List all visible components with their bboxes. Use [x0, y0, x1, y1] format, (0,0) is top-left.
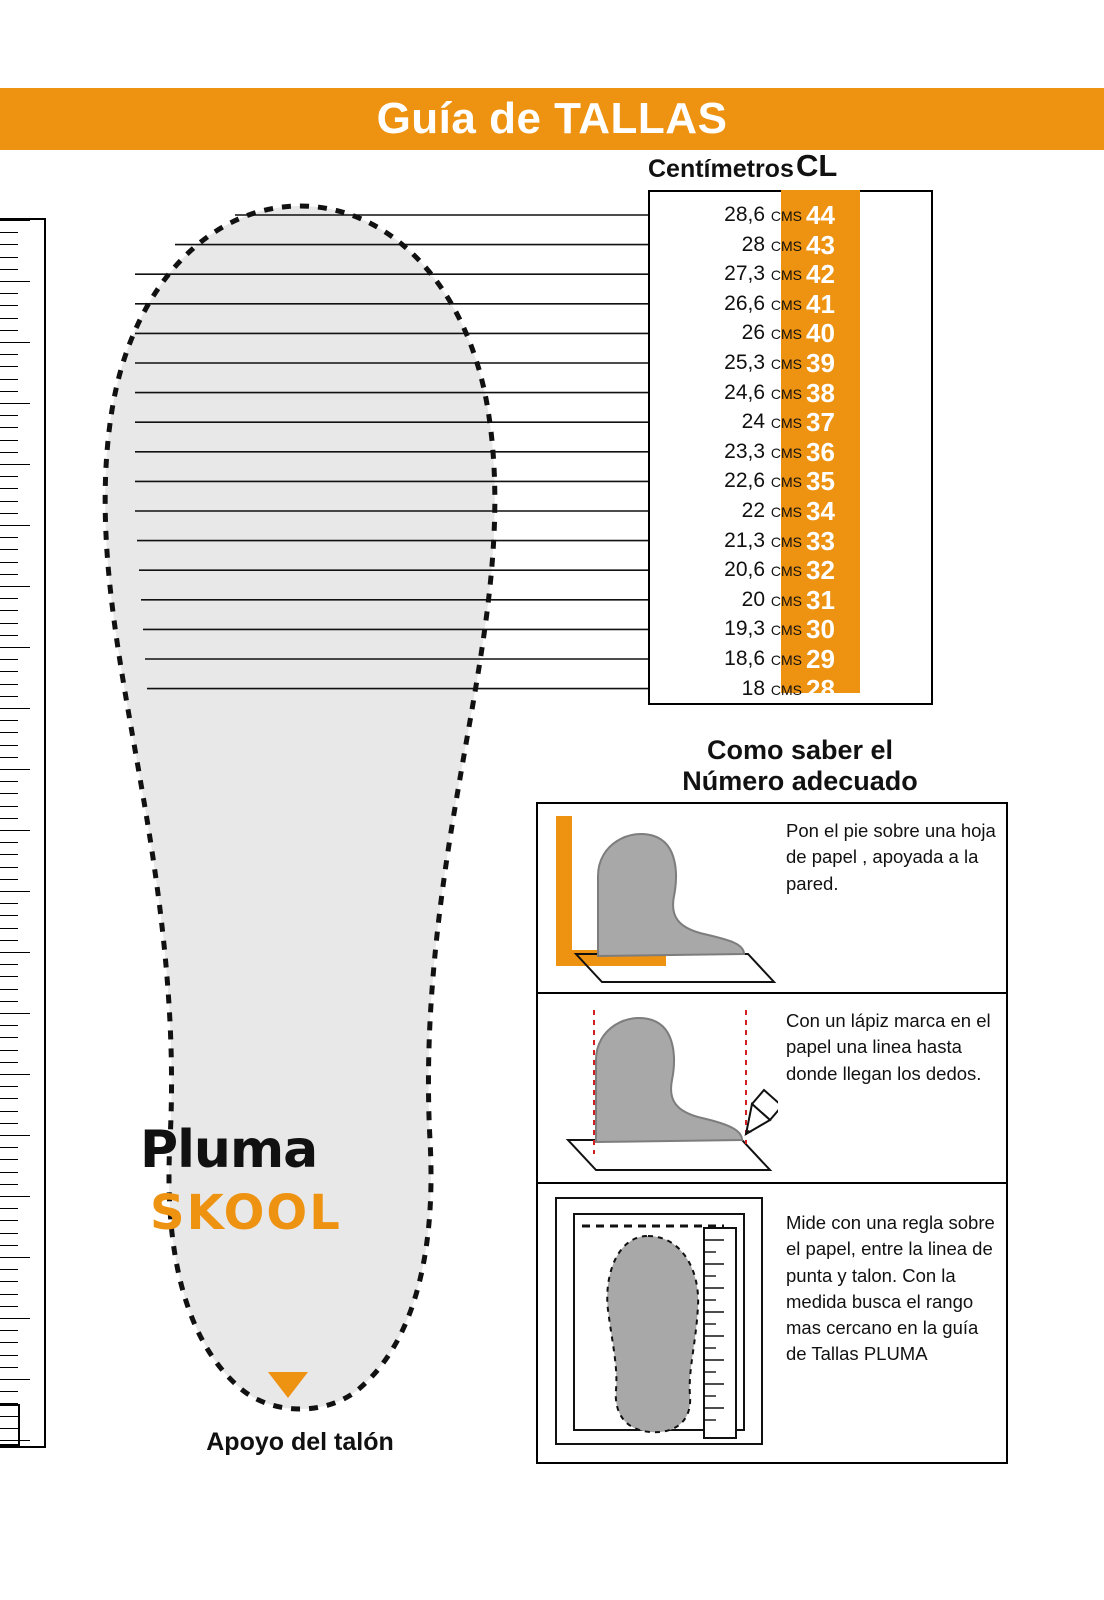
size-cm-value: 24,6 CMS	[724, 380, 802, 404]
howto-title-line2: Número adecuado	[682, 766, 918, 797]
size-cm-value: 19,3 CMS	[724, 617, 802, 641]
size-cl-value: 44	[806, 200, 835, 230]
size-cl-value: 41	[806, 288, 835, 319]
size-cm-value: 28 CMS	[741, 232, 802, 256]
size-table-row	[648, 200, 933, 230]
insole-illustration	[60, 190, 540, 1450]
size-cl-value: 39	[806, 348, 835, 378]
size-table-row	[648, 378, 933, 408]
size-cm-value: 26 CMS	[741, 321, 802, 345]
howto-step-3	[538, 1184, 1006, 1462]
howto-title-line1: Como saber el	[706, 735, 894, 765]
size-cm-value: 27,3 CMS	[724, 262, 802, 286]
size-table-row	[648, 644, 933, 674]
size-table-row	[648, 674, 933, 704]
table-header-centimetros: Centímetros	[648, 155, 794, 183]
size-table-rows	[648, 190, 933, 705]
size-cl-value: 33	[806, 525, 835, 556]
table-header-cl: CL	[796, 148, 838, 183]
howto-steps	[536, 802, 1008, 1464]
size-cl-value: 37	[806, 407, 835, 438]
ruler-end-cap	[0, 1404, 20, 1446]
size-cl-value: 36	[806, 436, 835, 467]
size-cm-value: 20,6 CMS	[724, 558, 802, 582]
size-table-row	[648, 318, 933, 348]
size-cm-value: 22,6 CMS	[724, 469, 802, 493]
pencil-mark-icon	[538, 994, 778, 1182]
size-cl-value: 38	[806, 377, 835, 408]
howto-step-1	[538, 804, 1006, 994]
size-cm-value: 18 CMS	[741, 676, 802, 700]
size-table-row	[648, 437, 933, 467]
size-cl-value: 32	[806, 555, 835, 586]
size-table-row	[648, 614, 933, 644]
size-cm-value: 26,6 CMS	[724, 291, 802, 315]
size-cl-value: 43	[806, 229, 835, 260]
size-cl-value: 28	[806, 673, 835, 704]
measuring-ruler	[0, 218, 46, 1448]
size-cl-value: 42	[806, 259, 835, 290]
size-cl-value: 40	[806, 318, 835, 349]
heel-support-label: Apoyo del talón	[206, 1428, 394, 1456]
size-cm-value: 20 CMS	[741, 587, 802, 611]
size-cm-value: 23,3 CMS	[724, 439, 802, 463]
size-cl-value: 31	[806, 584, 835, 615]
size-cl-value: 35	[806, 466, 835, 497]
heel-marker-icon	[268, 1372, 308, 1398]
howto-title	[540, 735, 1060, 797]
page-title: Guía de TALLAS	[376, 94, 728, 143]
brand-logo-skool: SKOOL	[150, 1185, 342, 1241]
size-table-row	[648, 585, 933, 615]
size-cm-value: 18,6 CMS	[724, 647, 802, 670]
size-table-row	[648, 348, 933, 378]
howto-step-3-text: Mide con una regla sobre el papel, entre la linea de punta y talon. Con la medida busca el rango mas cercano en la guía de Tallas PLUMA	[786, 1212, 995, 1365]
brand-logo-pluma: Pluma	[140, 1120, 318, 1180]
size-cl-value: 30	[806, 614, 835, 645]
size-table-row	[648, 555, 933, 585]
size-cl-value: 34	[806, 496, 835, 526]
ruler-measure-icon	[538, 1184, 778, 1462]
size-table-row	[648, 259, 933, 289]
size-table-row	[648, 289, 933, 319]
size-table-row	[648, 230, 933, 260]
foot-against-wall-icon	[538, 804, 778, 992]
howto-step-2	[538, 994, 1006, 1184]
size-table-row	[648, 407, 933, 437]
size-table-row	[648, 466, 933, 496]
size-cm-value: 24 CMS	[741, 410, 802, 434]
size-cm-value: 28,6 CMS	[724, 203, 802, 226]
howto-step-1-text: Pon el pie sobre una hoja de papel , apoyada a la pared.	[786, 820, 996, 894]
size-table-row	[648, 526, 933, 556]
size-cm-value: 21,3 CMS	[724, 528, 802, 552]
size-cm-value: 22 CMS	[741, 499, 802, 522]
size-cm-value: 25,3 CMS	[724, 351, 802, 374]
size-table-row	[648, 496, 933, 526]
howto-step-2-text: Con un lápiz marca en el papel una linea hasta donde llegan los dedos.	[786, 1010, 991, 1084]
size-cl-value: 29	[806, 644, 835, 674]
